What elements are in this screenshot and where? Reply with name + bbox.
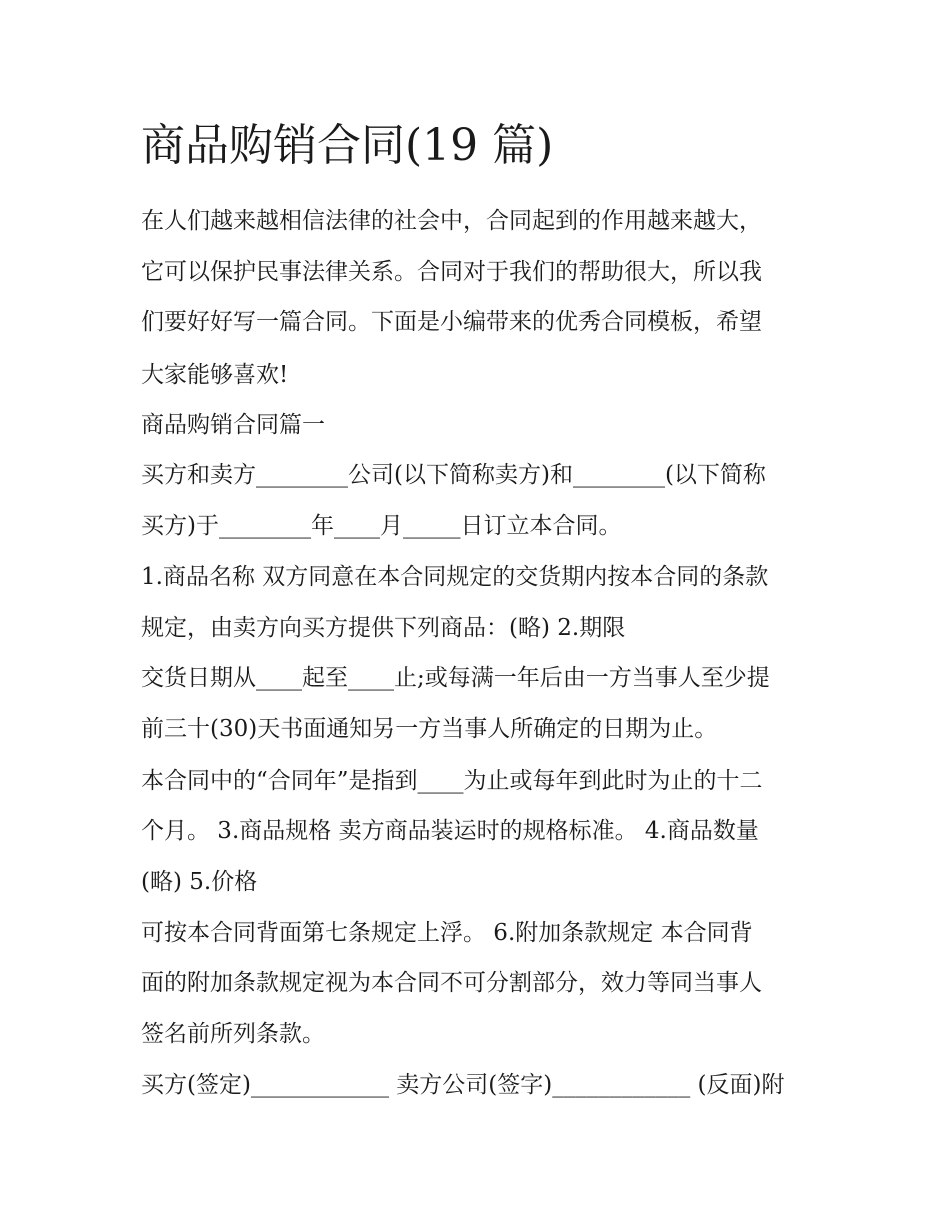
paragraph-line: 面的附加条款规定视为本合同不可分割部分，效力等同当事人 (141, 970, 762, 996)
paragraph-line: 大家能够喜欢! (141, 362, 289, 388)
paragraph-line: 规定，由卖方向买方提供下列商品：(略) 2.期限 (141, 615, 626, 641)
paragraph-line: 它可以保护民事法律关系。合同对于我们的帮助很大，所以我 (141, 259, 762, 285)
paragraph-line: 买方)于________年____月_____日订立本合同。 (141, 513, 622, 539)
signature-line: 买方(签定)____________ 卖方公司(签字)____________ (反面)附 (141, 1072, 785, 1098)
paragraph-line: (略) 5.价格 (141, 869, 258, 895)
paragraph-line: 们要好好写一篇合同。下面是小编带来的优秀合同模板，希望 (141, 309, 762, 335)
paragraph-line: 在人们越来越相信法律的社会中，合同起到的作用越来越大， (141, 208, 762, 234)
section-heading: 商品购销合同篇一 (141, 412, 325, 438)
paragraph-line: 1.商品名称 双方同意在本合同规定的交货期内按本合同的条款 (141, 564, 769, 590)
paragraph-line: 本合同中的“合同年”是指到____为止或每年到此时为止的十二 (141, 768, 763, 794)
paragraph-line: 买方和卖方________公司(以下简称卖方)和________(以下简称 (141, 462, 766, 488)
paragraph-line: 签名前所列条款。 (141, 1021, 325, 1047)
paragraph-line: 前三十(30)天书面通知另一方当事人所确定的日期为止。 (141, 716, 718, 742)
document-title: 商品购销合同(19 篇) (141, 120, 554, 171)
paragraph-line: 个月。 3.商品规格 卖方商品装运时的规格标准。 4.商品数量 (141, 818, 759, 844)
paragraph-line: 交货日期从____起至____止;或每满一年后由一方当事人至少提 (141, 665, 770, 691)
paragraph-line: 可按本合同背面第七条规定上浮。 6.附加条款规定 本合同背 (141, 920, 753, 946)
